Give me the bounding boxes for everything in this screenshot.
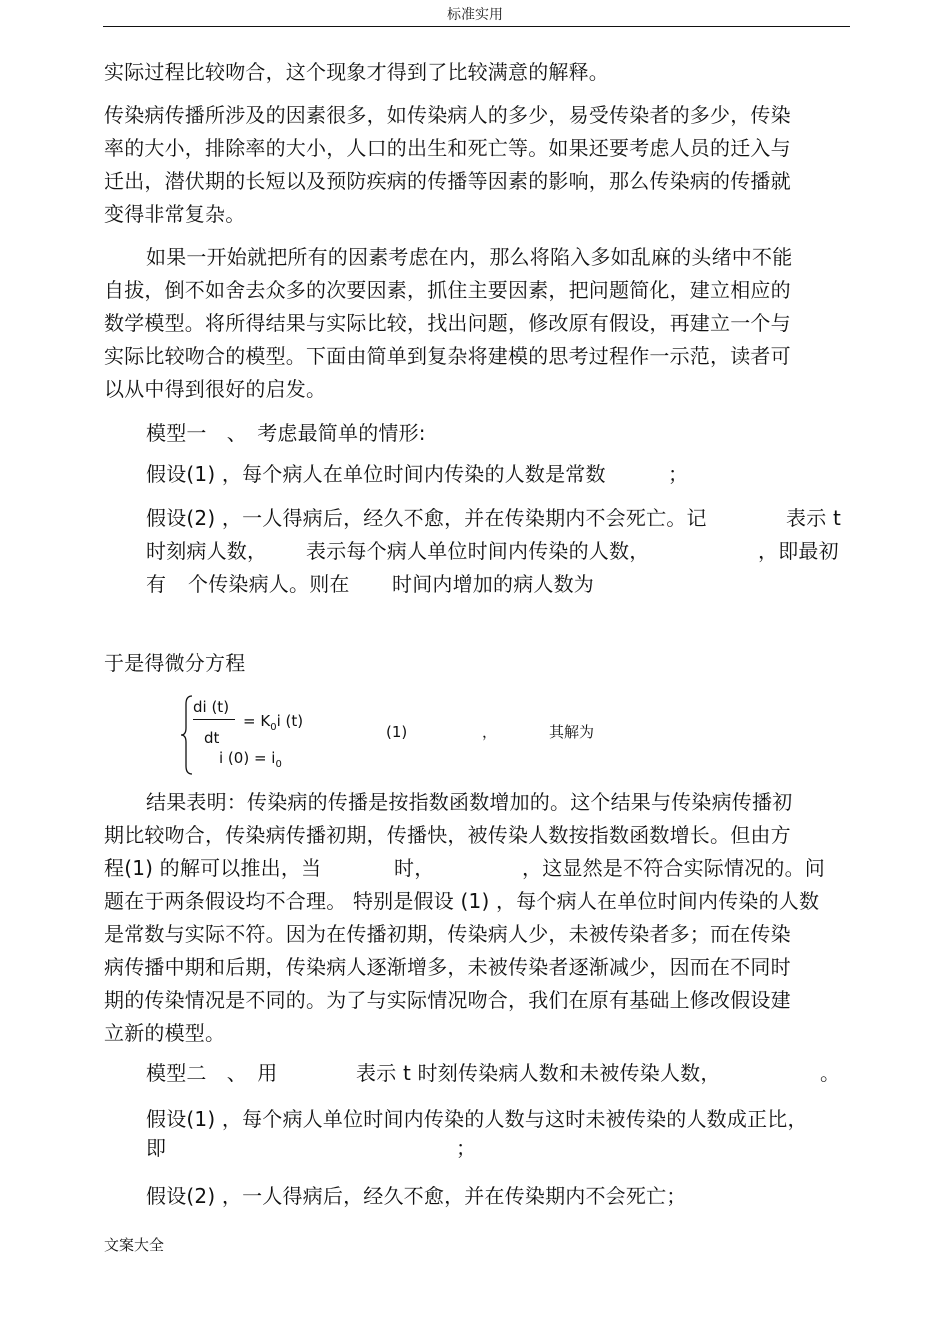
punctuation: 。 — [820, 1061, 841, 1085]
punctuation: ， — [482, 723, 498, 741]
equation-number: (1) — [386, 723, 408, 741]
assumption-text: 即 — [146, 1136, 167, 1160]
model-one-heading: 模型一 、 考虑最简单的情形: — [146, 421, 426, 445]
page-footer: 文案大全 — [104, 1236, 165, 1254]
equation-numerator: di (t) — [193, 698, 230, 716]
text-line: 传染病传播所涉及的因素很多，如传染病人的多少，易受传染者的多少，传染 — [104, 103, 791, 127]
header-rule — [103, 26, 850, 27]
text-line: 如果一开始就把所有的因素考虑在内，那么将陷入多如乱麻的头绪中不能 — [146, 245, 793, 269]
assumption-text: 表示每个病人单位时间内传染的人数， — [306, 539, 650, 563]
assumption-text: 假设(2) ，一人得病后，经久不愈，并在传染期内不会死亡； — [146, 1184, 687, 1208]
text-line: 期的传染情况是不同的。为了与实际情况吻合，我们在原有基础上修改假设建 — [104, 988, 791, 1012]
text-line: 病传播中期和后期，传染病人逐渐增多，未被传染者逐渐减少，因而在不同时 — [104, 955, 791, 979]
text-line: 自拔，倒不如舍去众多的次要因素，抓住主要因素，把问题简化，建立相应的 — [104, 278, 791, 302]
text-line: 变得非常复杂。 — [104, 202, 246, 226]
text-line: 时， — [394, 856, 435, 880]
text-line: 数学模型。将所得结果与实际比较，找出问题，修改原有假设，再建立一个与 — [104, 311, 791, 335]
equation-denominator: dt — [204, 729, 220, 747]
text-line: 立新的模型。 — [104, 1021, 226, 1045]
initial-condition: i $(0) = i_0$ — [219, 749, 282, 770]
fraction-bar — [193, 719, 235, 720]
text-line: 程(1) 的解可以推出，当 — [104, 856, 322, 880]
assumption-text: 时间内增加的病人数为 — [392, 572, 594, 596]
text-line: 率的大小，排除率的大小，人口的出生和死亡等。如果还要考虑人员的迁入与 — [104, 136, 791, 160]
page-header: 标准实用 — [447, 7, 503, 23]
assumption-text: 个传染病人。则在 — [188, 572, 350, 596]
assumption-text: 假设(1) ，每个病人在单位时间内传染的人数是常数 — [146, 462, 606, 486]
punctuation: ； — [668, 462, 689, 486]
text-line: ，这显然是不符合实际情况的。问 — [522, 856, 825, 880]
model-two-heading: 模型二 、 用 — [146, 1061, 278, 1085]
text-line: 期比较吻合，传染病传播初期，传播快，被传染人数按指数函数增长。但由方 — [104, 823, 791, 847]
solution-label: 其解为 — [549, 723, 595, 741]
text-line: 于是得微分方程 — [104, 651, 246, 675]
assumption-text: 假设(2) ，一人得病后，经久不愈，并在传染期内不会死亡。记 — [146, 506, 707, 530]
equation-brace — [180, 694, 194, 780]
assumption-text: 表示 t — [786, 506, 841, 530]
text-line: 结果表明：传染病的传播是按指数函数增加的。这个结果与传染病传播初 — [146, 790, 793, 814]
assumption-text: 有 — [146, 572, 167, 596]
text-line: 以从中得到很好的启发。 — [104, 377, 327, 401]
text-line: 是常数与实际不符。因为在传播初期，传染病人少，未被传染者多；而在传染 — [104, 922, 791, 946]
text-line: 题在于两条假设均不合理。 特别是假设 (1) ，每个病人在单位时间内传染的人数 — [104, 889, 820, 913]
assumption-text: 假设(1) ，每个病人单位时间内传染的人数与这时未被传染的人数成正比， — [146, 1107, 808, 1131]
equation-rhs: = $K_0i$ (t) — [243, 712, 304, 733]
text-line: 迁出，潜伏期的长短以及预防疾病的传播等因素的影响，那么传染病的传播就 — [104, 169, 791, 193]
model-two-heading: 表示 t 时刻传染病人数和未被传染人数， — [356, 1061, 721, 1085]
text-line: 实际过程比较吻合，这个现象才得到了比较满意的解释。 — [104, 60, 609, 84]
assumption-text: 时刻病人数， — [146, 539, 268, 563]
text-line: 实际比较吻合的模型。下面由简单到复杂将建模的思考过程作一示范，读者可 — [104, 344, 791, 368]
punctuation: ； — [456, 1136, 477, 1160]
assumption-text: ，即最初 — [758, 539, 839, 563]
